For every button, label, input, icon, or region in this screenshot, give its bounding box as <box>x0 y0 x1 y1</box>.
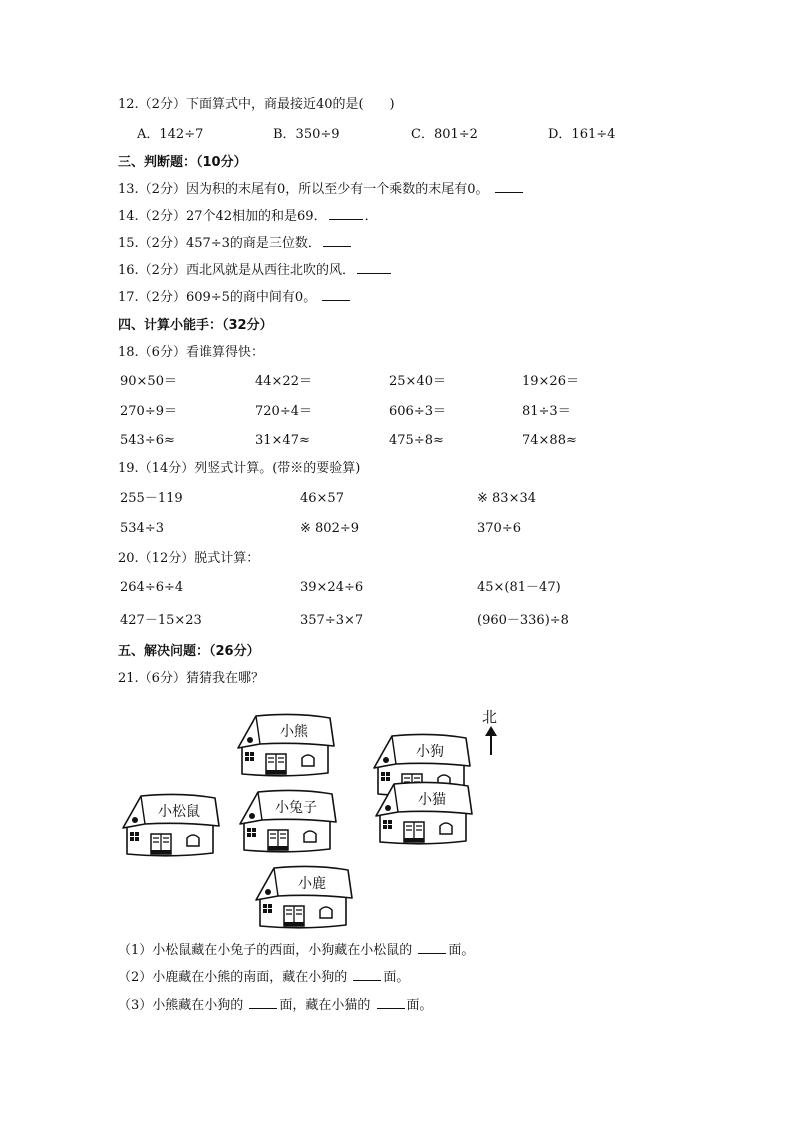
part-text: （2）小鹿藏在小熊的南面，藏在小狗的 <box>118 970 352 985</box>
q14 <box>118 209 378 225</box>
q12-option-b: B．350÷9 <box>273 127 340 142</box>
answer-blank[interactable] <box>323 236 351 247</box>
q19-item: ※ 83×34 <box>477 491 537 506</box>
house-3 <box>123 794 219 855</box>
house-4 <box>240 790 336 851</box>
q20-item: 39×24÷6 <box>300 580 364 595</box>
part-text: 面，藏在小猫的 <box>279 998 375 1013</box>
house-1 <box>238 714 334 775</box>
q12-option-c: C．801÷2 <box>411 127 478 142</box>
q20-item: (960－336)÷8 <box>477 613 569 628</box>
section-judge-title: 三、判断题：（10分） <box>118 155 247 170</box>
q18-stem: 18.（6分）看谁算得快： <box>118 345 264 360</box>
q21-part-1 <box>118 943 474 959</box>
q20-item: 264÷6÷4 <box>120 580 184 595</box>
q21-part-2 <box>118 970 409 986</box>
q18-item: 19×26＝ <box>522 374 579 389</box>
part-text: 面。 <box>383 970 410 985</box>
q13 <box>118 182 525 198</box>
answer-blank[interactable] <box>329 209 363 220</box>
house-label: 小猫 <box>418 792 446 808</box>
answer-blank[interactable] <box>353 970 381 981</box>
q17-text: 17.（2分）609÷5的商中间有0。 <box>118 290 317 305</box>
q14-text: 14.（2分）27个42相加的和是69． <box>118 209 327 224</box>
q19-item: 255－119 <box>120 491 183 506</box>
q12-option-a: A．142÷7 <box>137 127 204 142</box>
part-text: 面。 <box>448 943 475 958</box>
q19-item: 46×57 <box>300 491 344 506</box>
q16-text: 16.（2分）西北风就是从西往北吹的风． <box>118 263 355 278</box>
q18-item: 31×47≈ <box>255 433 310 448</box>
part-text: （1）小松鼠藏在小兔子的西面，小狗藏在小松鼠的 <box>118 943 417 958</box>
answer-blank[interactable] <box>495 182 523 193</box>
q18-item: 543÷6≈ <box>120 433 175 448</box>
answer-blank[interactable] <box>249 998 277 1009</box>
q21-stem: 21.（6分）猜猜我在哪？ <box>118 671 264 686</box>
house-label: 小鹿 <box>298 876 326 892</box>
q13-text: 13.（2分）因为积的末尾有0，所以至少有一个乘数的末尾有0。 <box>118 182 489 197</box>
north-indicator <box>482 708 497 755</box>
q20-item: 427－15×23 <box>120 613 202 628</box>
q21-part-3 <box>118 998 433 1014</box>
q15 <box>118 236 353 252</box>
q18-item: 44×22＝ <box>255 374 312 389</box>
q20-stem: 20.（12分）脱式计算： <box>118 551 260 566</box>
q18-item: 475÷8≈ <box>389 433 444 448</box>
q19-item: 370÷6 <box>477 521 521 536</box>
q18-item: 90×50＝ <box>120 374 177 389</box>
house-5 <box>376 782 472 843</box>
q12-stem: 12.（2分）下面算式中，商最接近40的是( ) <box>118 97 395 112</box>
house-label: 小松鼠 <box>158 804 200 820</box>
q12-option-d: D．161÷4 <box>548 127 616 142</box>
answer-blank[interactable] <box>322 290 350 301</box>
q18-item: 606÷3＝ <box>389 404 446 419</box>
q20-item: 357÷3×7 <box>300 613 364 628</box>
q15-text: 15.（2分）457÷3的商是三位数． <box>118 236 321 251</box>
answer-blank[interactable] <box>357 263 391 274</box>
q14-tail: ． <box>364 209 378 224</box>
q18-item: 81÷3＝ <box>522 404 571 419</box>
north-label: 北 <box>482 708 498 726</box>
house-6 <box>256 866 352 927</box>
section-calc-title: 四、计算小能手：（32分） <box>118 318 273 333</box>
q19-stem: 19.（14分）列竖式计算。(带※的要验算) <box>118 461 361 476</box>
q19-item: 534÷3 <box>120 521 164 536</box>
house-label: 小狗 <box>416 744 444 760</box>
q19-item: ※ 802÷9 <box>300 521 360 536</box>
house-label: 小兔子 <box>275 800 317 816</box>
q18-item: 25×40＝ <box>389 374 446 389</box>
answer-blank[interactable] <box>418 943 446 954</box>
q16 <box>118 263 393 279</box>
part-text: （3）小熊藏在小狗的 <box>118 998 248 1013</box>
answer-blank[interactable] <box>377 998 405 1009</box>
section-solve-title: 五、解决问题：（26分） <box>118 644 260 659</box>
q17 <box>118 290 352 306</box>
house-map <box>118 700 518 932</box>
house-label: 小熊 <box>280 724 308 740</box>
q18-item: 74×88≈ <box>522 433 577 448</box>
part-text: 面。 <box>406 998 433 1013</box>
q18-item: 720÷4＝ <box>255 404 312 419</box>
q18-item: 270÷9＝ <box>120 404 177 419</box>
q20-item: 45×(81－47) <box>477 580 561 595</box>
